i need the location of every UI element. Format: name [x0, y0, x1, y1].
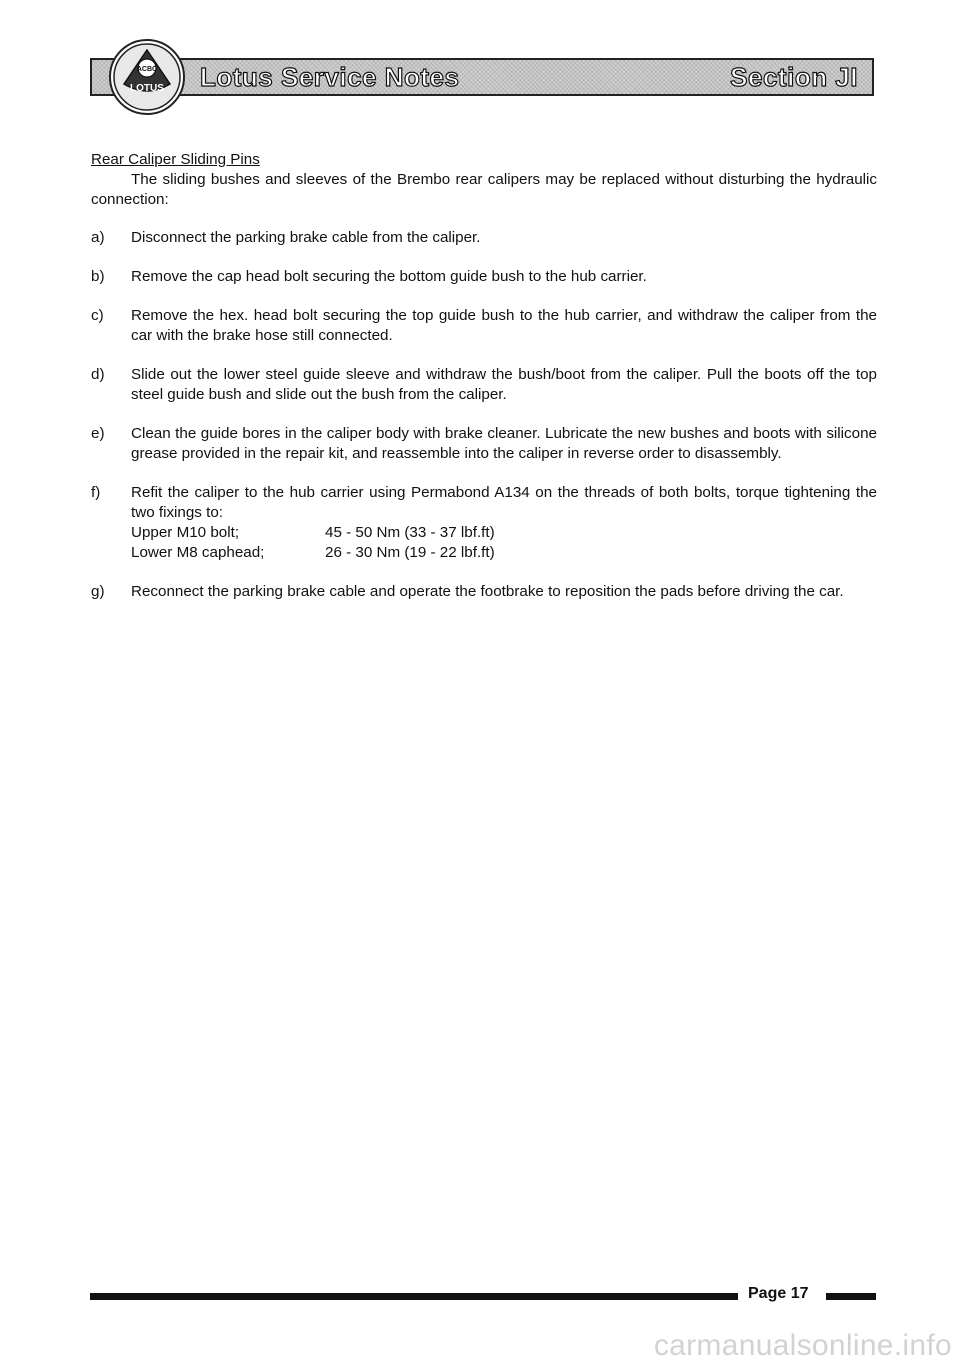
- torque-spec-row: [131, 543, 877, 563]
- step-item: [91, 424, 877, 464]
- step-letter: g): [91, 583, 105, 600]
- step-letter: c): [91, 307, 104, 324]
- step-item: [91, 267, 877, 287]
- lotus-logo-icon: [108, 38, 186, 116]
- step-text: Remove the cap head bolt securing the bottom guide bush to the hub carrier.: [131, 268, 647, 285]
- torque-value: 45 - 50 Nm (33 - 37 lbf.ft): [325, 524, 495, 541]
- step-item: [91, 306, 877, 346]
- step-text: Clean the guide bores in the caliper body with brake cleaner. Lubricate the new bushes and boots with silicone grease provided in the repair kit, and reassemble into the caliper in reverse order to disassembly.: [131, 425, 877, 462]
- document-body: [91, 150, 877, 621]
- page-number: Page 17: [748, 1285, 809, 1302]
- step-letter: b): [91, 268, 105, 285]
- step-text: Disconnect the parking brake cable from the caliper.: [131, 229, 481, 246]
- intro-paragraph: The sliding bushes and sleeves of the Brembo rear calipers may be replaced without disturbing the hydraulic connection:: [91, 171, 877, 208]
- footer-rule-end: [826, 1293, 876, 1300]
- section-heading: Rear Caliper Sliding Pins: [91, 151, 260, 168]
- step-text: Remove the hex. head bolt securing the top guide bush to the hub carrier, and withdraw the caliper from the car with the brake hose still connected.: [131, 307, 877, 344]
- torque-fixing: Lower M8 caphead;: [131, 544, 265, 561]
- logo-text: LOTUS: [130, 83, 164, 94]
- step-letter: a): [91, 229, 105, 246]
- watermark: carmanualsonline.info: [653, 1329, 952, 1362]
- torque-spec-row: [131, 523, 877, 543]
- step-item: [91, 483, 877, 563]
- torque-value: 26 - 30 Nm (19 - 22 lbf.ft): [325, 544, 495, 561]
- step-text: Refit the caliper to the hub carrier using Permabond A134 on the threads of both bolts, torque tightening the two fixings to:: [131, 484, 877, 521]
- header-title: Lotus Service Notes: [200, 62, 460, 92]
- step-text: Reconnect the parking brake cable and operate the footbrake to reposition the pads before driving the car.: [131, 583, 844, 600]
- step-item: [91, 582, 877, 602]
- logo-monogram: ACBC: [136, 66, 158, 73]
- torque-fixing: Upper M10 bolt;: [131, 524, 240, 541]
- step-item: [91, 228, 877, 248]
- step-text: Slide out the lower steel guide sleeve and withdraw the bush/boot from the caliper. Pull the boots off the top steel guide bush and slide out the bush from the caliper.: [131, 366, 877, 403]
- header-banner: [90, 58, 874, 96]
- step-letter: e): [91, 425, 105, 442]
- footer-rule: [90, 1293, 738, 1300]
- step-letter: f): [91, 484, 101, 501]
- step-letter: d): [91, 366, 105, 383]
- header-section: Section JI: [730, 62, 858, 92]
- step-item: [91, 365, 877, 405]
